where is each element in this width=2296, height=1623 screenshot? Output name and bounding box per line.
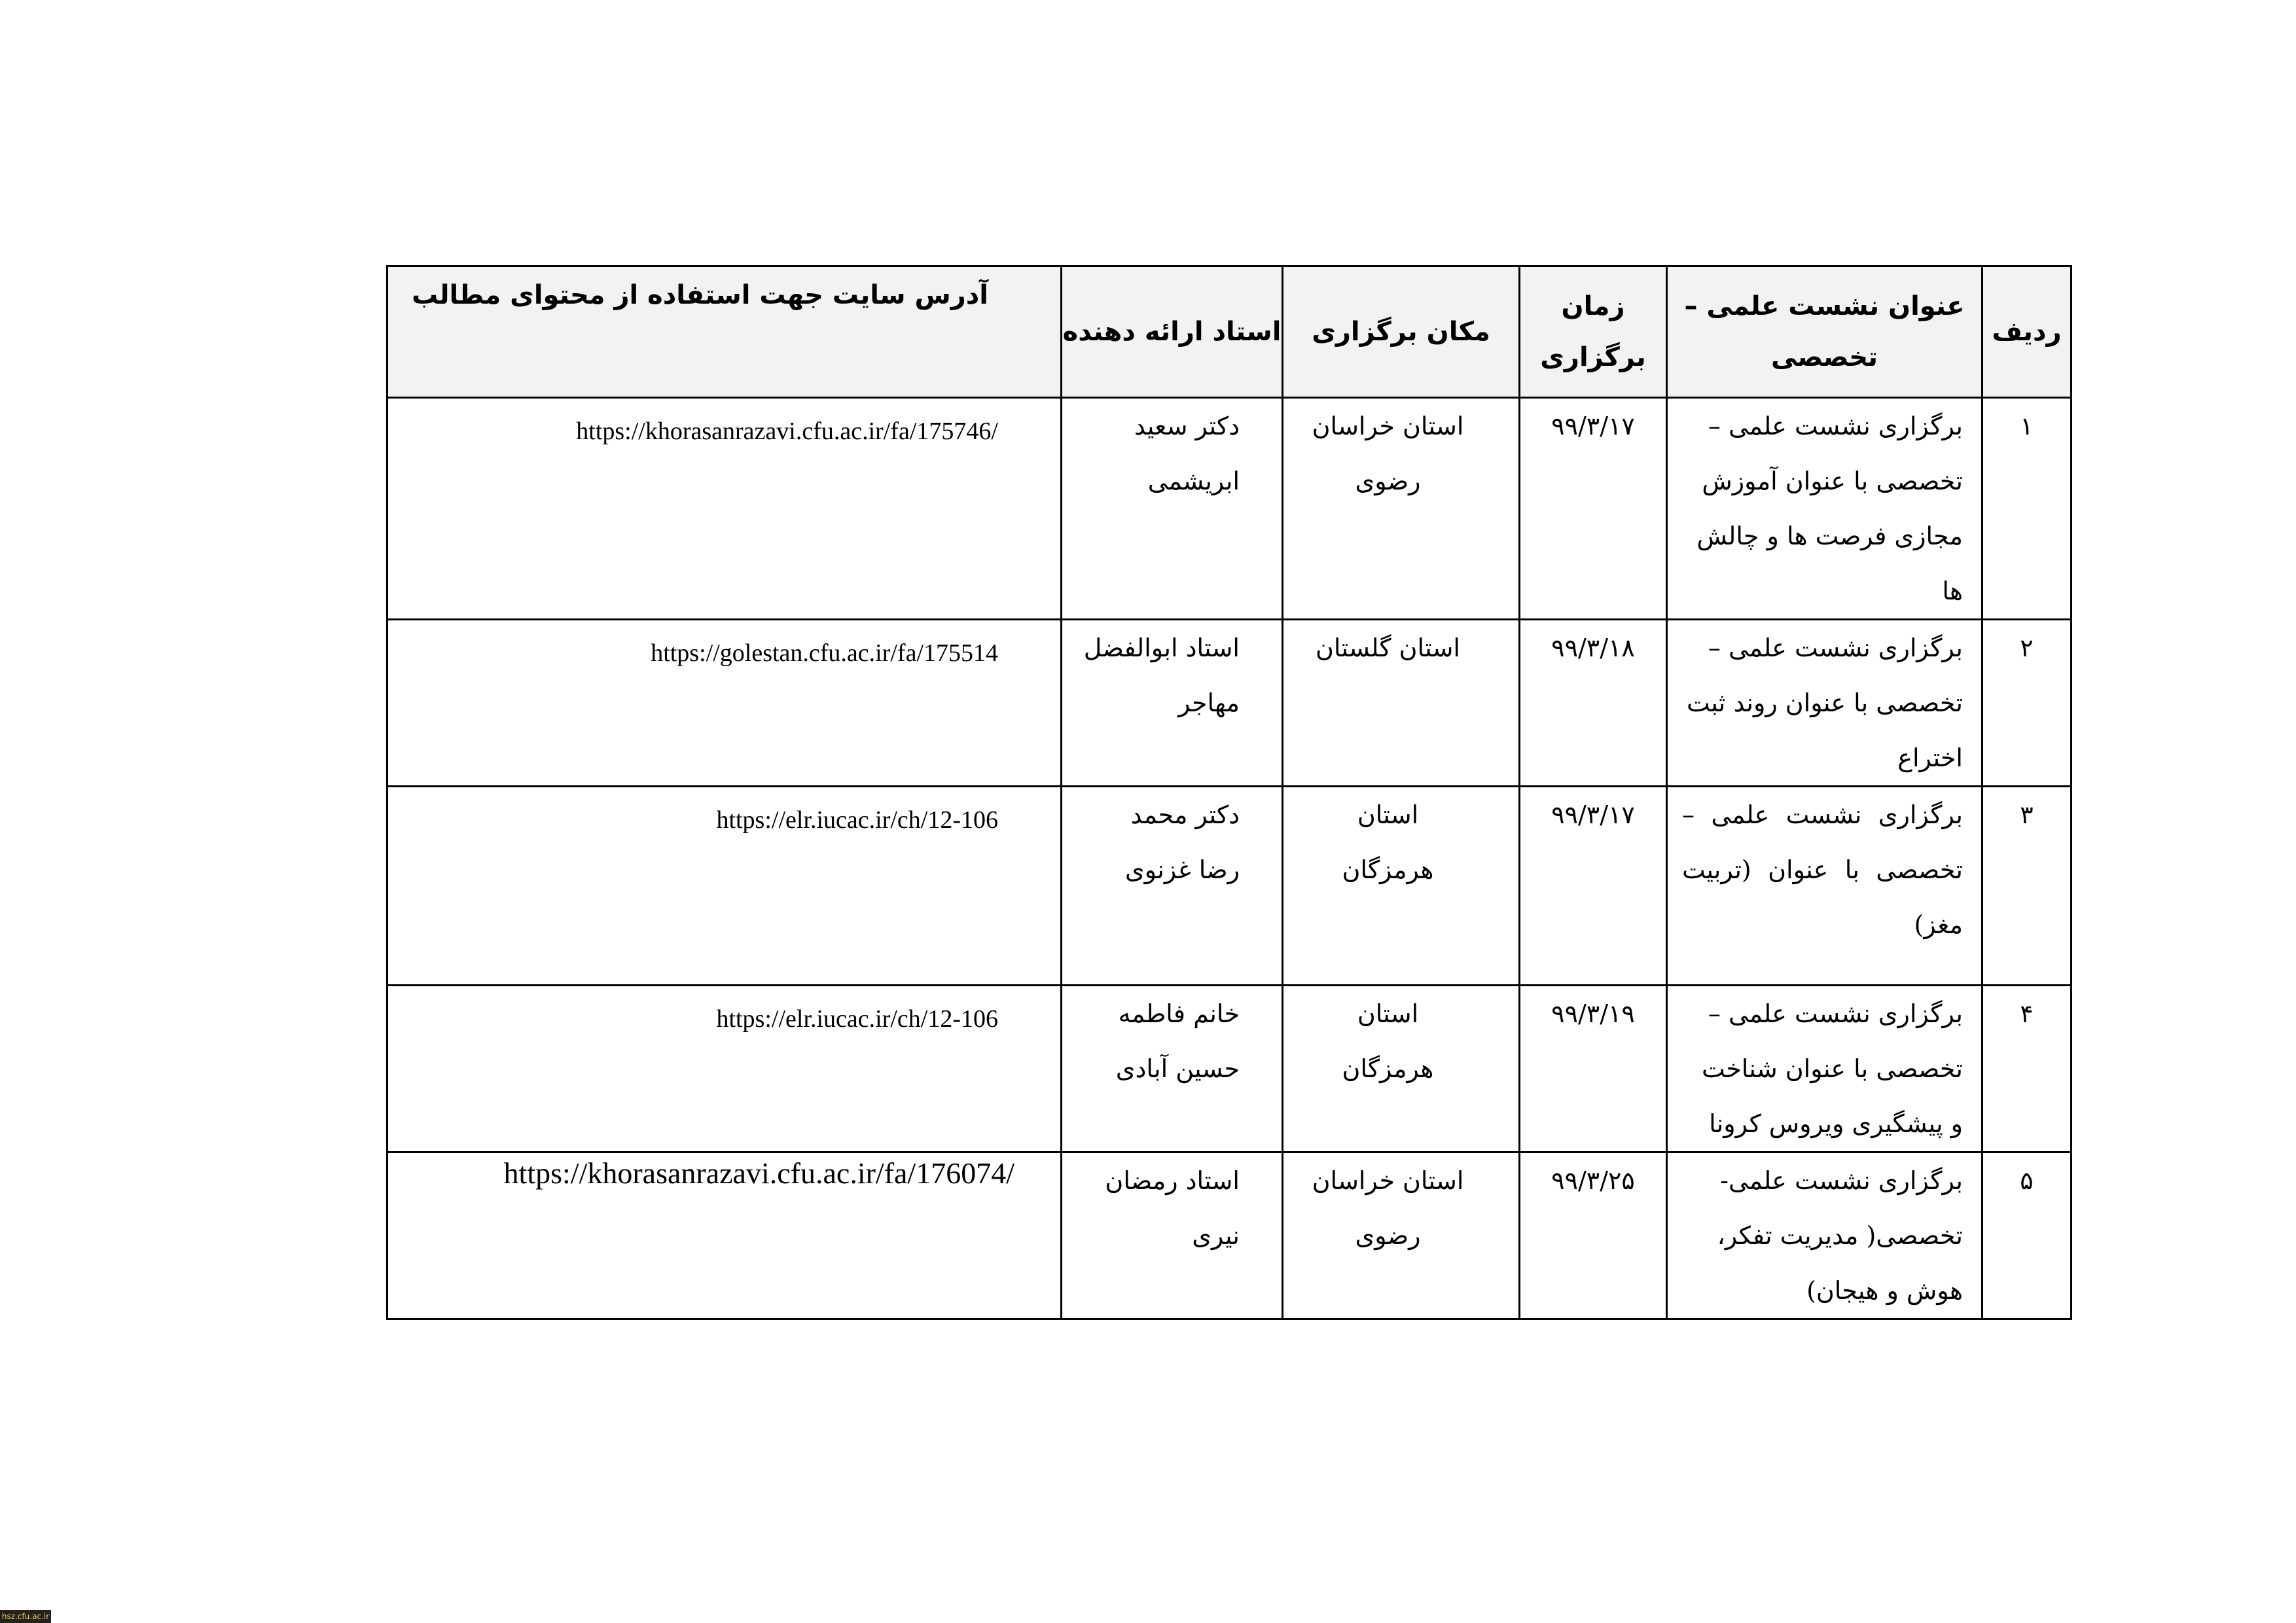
session-date-text: ۹۹/۳/۲۵ <box>1551 1166 1635 1195</box>
session-title-text: برگزاری نشست علمی – تخصصی با عنوان (تربیت مغز) <box>1682 800 1963 939</box>
header-presenter: استاد ارائه دهنده <box>1062 266 1283 398</box>
session-title <box>1667 398 1982 620</box>
session-url <box>387 1152 1062 1319</box>
session-title <box>1667 1152 1982 1319</box>
session-date-text: ۹۹/۳/۱۸ <box>1551 633 1635 662</box>
session-date <box>1520 1152 1667 1319</box>
table-row <box>387 398 2072 620</box>
session-title-text: برگزاری نشست علمی- تخصصی( مدیریت تفکر، هوش و هیجان) <box>1717 1166 1963 1305</box>
session-presenter <box>1062 1152 1283 1319</box>
session-date <box>1520 986 1667 1152</box>
session-date-text: ۹۹/۳/۱۷ <box>1551 412 1635 440</box>
session-place <box>1283 787 1520 986</box>
session-place <box>1283 398 1520 620</box>
session-url-link[interactable]: https://elr.iucac.ir/ch/12-106 <box>716 806 998 834</box>
session-title <box>1667 986 1982 1152</box>
header-row-no: ردیف <box>1982 266 2072 398</box>
row-number: ۲ <box>1982 620 2072 787</box>
row-number: ۴ <box>1982 986 2072 1152</box>
session-presenter <box>1062 398 1283 620</box>
session-url-link[interactable]: https://elr.iucac.ir/ch/12-106 <box>716 1005 998 1033</box>
session-title-text: برگزاری نشست علمی – تخصصی با عنوان روند ثبت اختراع <box>1687 633 1963 772</box>
session-presenter-text: دکتر محمد رضا غزنوی <box>1124 800 1240 884</box>
session-url-link[interactable]: https://golestan.cfu.ac.ir/fa/175514 <box>651 639 998 667</box>
session-presenter-text: خانم فاطمه حسین آبادی <box>1115 999 1240 1083</box>
header-url: آدرس سایت جهت استفاده از محتوای مطالب <box>387 266 1062 398</box>
row-number: ۳ <box>1982 787 2072 986</box>
session-place-text: استان هرمزگان <box>1342 800 1434 884</box>
session-place-text: استان گلستان <box>1316 633 1460 662</box>
session-presenter-text: استاد ابوالفضل مهاجر <box>1083 633 1240 717</box>
session-presenter-text: استاد رمضان نیری <box>1105 1166 1240 1250</box>
session-presenter-text: دکتر سعید ابریشمی <box>1134 412 1240 495</box>
session-place <box>1283 1152 1520 1319</box>
header-place: مکان برگزاری <box>1283 266 1520 398</box>
session-url-link[interactable]: https://khorasanrazavi.cfu.ac.ir/fa/175746/ <box>576 418 998 445</box>
header-title: عنوان نشست علمی – تخصصی <box>1667 266 1982 398</box>
session-place-text: استان خراسان رضوی <box>1312 412 1464 495</box>
session-date-text: ۹۹/۳/۱۹ <box>1551 999 1635 1028</box>
session-place <box>1283 620 1520 787</box>
session-url-link[interactable]: https://khorasanrazavi.cfu.ac.ir/fa/176074/ <box>503 1156 1014 1190</box>
session-place-text: استان هرمزگان <box>1342 999 1434 1083</box>
session-place-text: استان خراسان رضوی <box>1312 1166 1464 1250</box>
session-place <box>1283 986 1520 1152</box>
table-row <box>387 620 2072 787</box>
row-number: ۱ <box>1982 398 2072 620</box>
session-date <box>1520 620 1667 787</box>
table-header-row <box>387 266 2072 398</box>
site-logo: hsz.cfu.ac.ir <box>0 1610 51 1623</box>
session-title <box>1667 787 1982 986</box>
row-number: ۵ <box>1982 1152 2072 1319</box>
session-presenter <box>1062 787 1283 986</box>
table-row <box>387 1152 2072 1319</box>
session-date <box>1520 398 1667 620</box>
session-presenter <box>1062 986 1283 1152</box>
sessions-table <box>386 265 2072 1320</box>
session-title-text: برگزاری نشست علمی – تخصصی با عنوان شناخت و پیشگیری ویروس کرونا <box>1702 999 1963 1138</box>
session-presenter <box>1062 620 1283 787</box>
header-time: زمان برگزاری <box>1520 266 1667 398</box>
session-url <box>387 398 1062 620</box>
session-title <box>1667 620 1982 787</box>
session-date <box>1520 787 1667 986</box>
session-date-text: ۹۹/۳/۱۷ <box>1551 800 1635 829</box>
session-url <box>387 620 1062 787</box>
table-row <box>387 986 2072 1152</box>
table-row <box>387 787 2072 986</box>
session-title-text: برگزاری نشست علمی – تخصصی با عنوان آموزش مجازی فرصت ها و چالش ها <box>1696 412 1963 605</box>
session-url <box>387 986 1062 1152</box>
session-url <box>387 787 1062 986</box>
